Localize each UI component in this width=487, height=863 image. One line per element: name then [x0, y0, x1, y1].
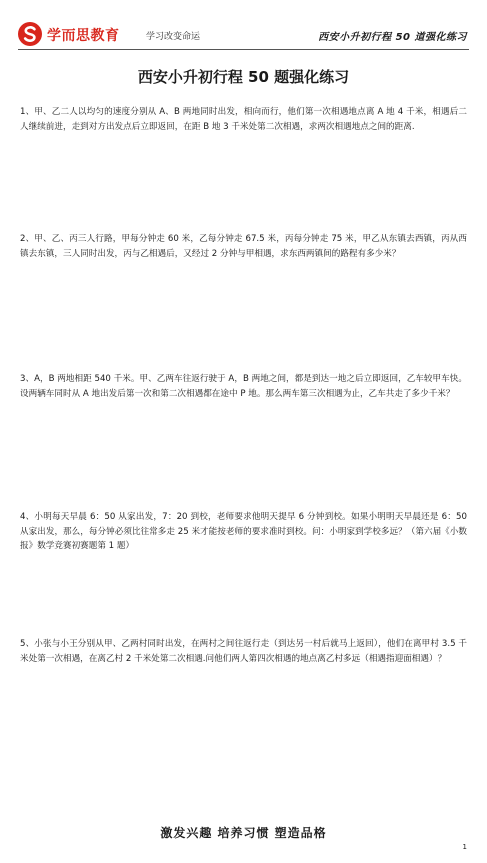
problem-3: 3、A，B 两地相距 540 千米。甲、乙两车往返行驶于 A，B 两地之间，都是到达一地之后立即返回，乙车较甲车快。设两辆车同时从 A 地出发后第一次和第二次相遇都在途中 P 地。那么两车第三次相遇为止，乙车共走了多少千米？: [20, 374, 467, 399]
page-number: 1: [462, 843, 467, 851]
brand-logo-icon: [18, 22, 42, 46]
header-divider: [18, 49, 469, 50]
document-title: 西安小升初行程 50 题强化练习: [137, 68, 350, 86]
problem-1: 1、甲、乙二人以均匀的速度分别从 A、B 两地同时出发，相向而行，他们第一次相遇地点离 A 地 4 千米，相遇后二人继续前进，走到对方出发点后立即返回，在距 B 地 3 千米处第二次相遇，求两次相遇地点之间的距离.: [20, 107, 467, 132]
page-header: [18, 22, 469, 48]
problem-2: 2、甲、乙、丙三人行路，甲每分钟走 60 米，乙每分钟走 67.5 米，丙每分钟走 75 米，甲乙从东镇去西镇，丙从西镇去东镇，三人同时出发，丙与乙相遇后，又经过 2 分钟与甲相遇，求东西两镇间的路程有多少米？: [20, 234, 467, 259]
problem-5: 5、小张与小王分别从甲、乙两村同时出发，在两村之间往返行走（到达另一村后就马上返回），他们在离甲村 3.5 千米处第一次相遇，在离乙村 2 千米处第二次相遇.问他们两人第四次相遇的地点离乙村多远（相遇指迎面相遇）？: [20, 639, 467, 664]
brand-name: 学而思教育: [47, 28, 120, 44]
brand-slogan: 学习改变命运: [146, 32, 201, 42]
footer-motto: 激发兴趣 培养习惯 塑造品格: [160, 826, 327, 840]
problem-4: 4、小明每天早晨 6：50 从家出发，7：20 到校，老师要求他明天提早 6 分钟到校。如果小明明天早晨还是 6：50 从家出发，那么，每分钟必须比往常多走 25 米才能按老师的要求准时到校。问：小明家到学校多远？（第六届《小数报》数学竞赛初赛题第 1 题）: [20, 512, 467, 551]
header-document-title: 西安小升初行程 50 道强化练习: [318, 32, 467, 43]
